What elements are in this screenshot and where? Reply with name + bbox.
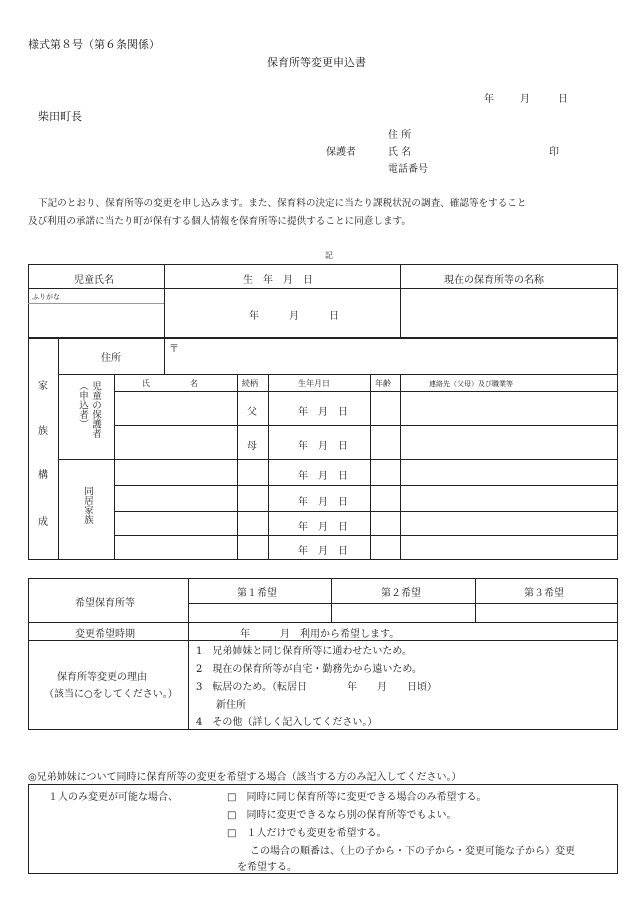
family-side-char-2: 族 [38,426,48,437]
wish-label: 希望保育所等 [75,598,135,609]
sibling-order-line-2: を希望する。 [237,862,297,873]
seal-mark: 印 [549,147,559,158]
form-number: 様式第８号（第６条関係） [28,38,160,51]
furigana-label: ふりがな [32,293,60,301]
col-age-header: 年齢 [375,379,391,388]
siblings-left-label: １人のみ変更が可能な場合、 [48,792,178,803]
choice-1-header: 第１希望 [237,588,277,599]
sibling-option-2: □ 同時に変更できるなら別の保育所等でもよい。 [227,810,457,821]
intro-line-2: 及び利用の承諾に当たり町が保有する個人情報を保育所等に提供することに同意します。 [28,216,411,227]
row-1-birth: 年 月 日 [298,407,348,418]
applicant-name-label: 氏 名 [388,147,412,158]
period-label: 変更希望時期 [75,629,135,640]
col-relation-header: 続柄 [242,379,258,388]
child-birth-value: 年 月 日 [249,311,339,322]
family-address-label: 住所 [101,353,121,364]
row-6-birth: 年 月 日 [298,546,348,557]
sibling-order-line-1: この場合の順番は、（上の子から・下の子から・変更可能な子から）変更 [250,846,575,857]
reason-label-1: 保育所等変更の理由 [57,672,147,683]
col-birth-header: 生年月日 [298,379,330,388]
applicant-address-label: 住 所 [388,130,412,141]
row-2-birth: 年 月 日 [298,441,348,452]
addressee: 柴田町長 [38,110,82,123]
row-3-birth: 年 月 日 [298,471,348,482]
row-4-birth: 年 月 日 [298,497,348,508]
date-day: 日 [558,94,568,105]
reason-3-address: 新住所 [196,700,246,711]
reason-3: 3 転居のため。（転居日 年 月 日頃） [196,682,437,693]
cohabit-label: 同居家族 [82,486,93,524]
ki-label: 記 [325,251,333,260]
siblings-heading: ◎兄弟姉妹について同時に保育所等の変更を希望する場合（該当する方のみ記入してください。） [28,772,462,783]
current-facility-header: 現在の保育所等の名称 [444,275,544,286]
reason-label-2: （該当に○をしてください。） [44,689,178,700]
reason-4: 4 その他（詳しく記入してください。） [196,717,378,728]
row-5-birth: 年 月 日 [298,522,348,533]
child-name-header: 児童氏名 [74,275,114,286]
family-side-char-1: 家 [38,381,48,392]
sibling-option-1: □ 同時に同じ保育所等に変更できる場合のみ希望する。 [227,792,487,803]
choice-2-header: 第２希望 [381,588,421,599]
row-1-relation: 父 [247,407,257,418]
applicant-role: 保護者 [326,147,356,158]
row-2-relation: 母 [247,441,257,452]
guardian-label: 児童の保護者（申込者） [77,381,101,438]
birth-header: 生 年 月 日 [243,275,313,286]
intro-line-1: 下記のとおり、保育所等の変更を申し込みます。また、保育料の決定に当たり課税状況の調査、確認等をすること [38,198,527,209]
postal-mark: 〒 [169,344,179,355]
choice-3-header: 第３希望 [524,588,564,599]
period-value: 年 月 利用から希望します。 [240,629,400,640]
applicant-phone-label: 電話番号 [388,164,428,175]
family-side-char-4: 成 [38,517,48,528]
reason-1: 1 兄弟姉妹と同じ保育所等に通わせたいため。 [196,646,412,657]
date-year: 年 [484,94,494,105]
col-contact-header: 連絡先（父母）及び職業等 [429,380,513,388]
form-title: 保育所等変更申込書 [267,56,366,69]
date-month: 月 [520,94,530,105]
reason-2: 2 現在の保育所等が自宅・勤務先から遠いため。 [196,664,422,675]
col-name-header: 氏 名 [142,379,198,388]
sibling-option-3: □ １人だけでも変更を希望する。 [227,828,387,839]
family-side-char-3: 構 [38,470,48,481]
